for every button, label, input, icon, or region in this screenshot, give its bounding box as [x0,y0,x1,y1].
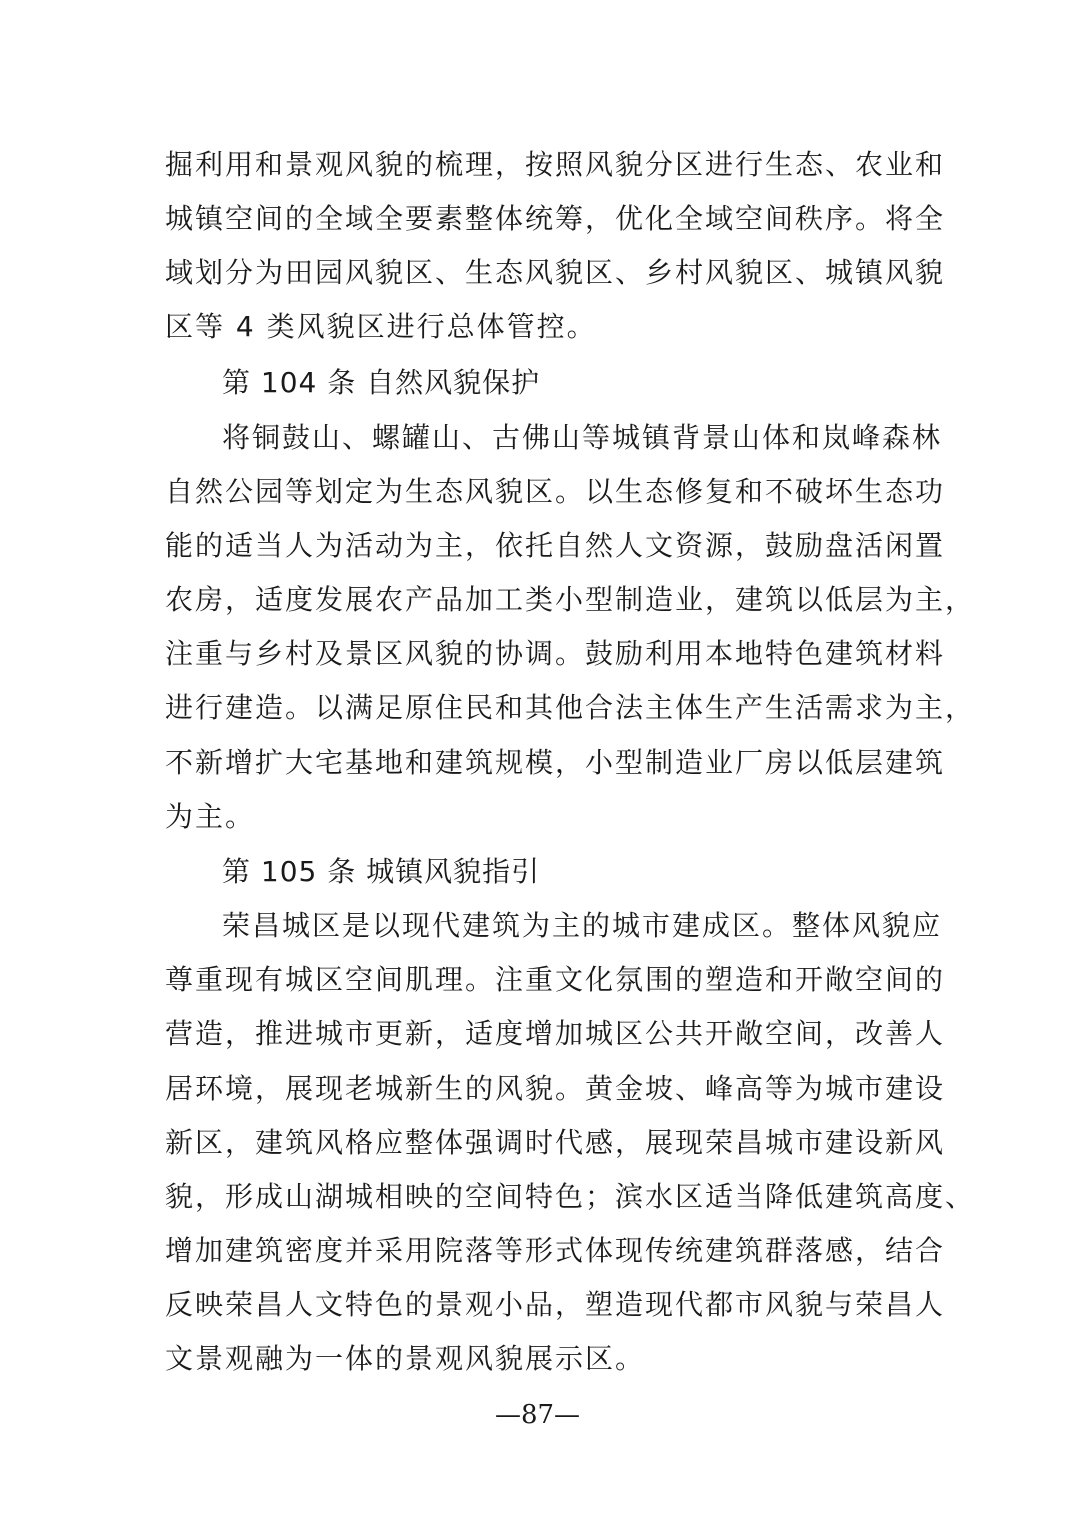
paragraph-line: 进行建造。以满足原住民和其他合法主体生产生活需求为主， [165,691,976,724]
paragraph-line: 尊重现有城区空间肌理。注重文化氛围的塑造和开敞空间的 [165,963,946,996]
paragraph-line: 区等 4 类风貌区进行总体管控。 [165,310,597,343]
paragraph-line: 貌，形成山湖城相映的空间特色；滨水区适当降低建筑高度、 [165,1180,976,1213]
paragraph-line: 能的适当人为活动为主，依托自然人文资源，鼓励盘活闲置 [165,529,946,562]
paragraph-line: 增加建筑密度并采用院落等形式体现传统建筑群落感，结合 [165,1234,946,1267]
paragraph-line: 不新增扩大宅基地和建筑规模，小型制造业厂房以低层建筑 [165,746,946,779]
paragraph-line: 注重与乡村及景区风貌的协调。鼓励利用本地特色建筑材料 [165,637,946,670]
article-104-heading: 第 104 条 自然风貌保护 [222,366,541,399]
paragraph-line: 新区，建筑风格应整体强调时代感，展现荣昌城市建设新风 [165,1126,946,1159]
paragraph-line: 为主。 [165,800,256,833]
paragraph-line: 营造，推进城市更新，适度增加城区公共开敞空间，改善人 [165,1017,946,1050]
paragraph-line: 将铜鼓山、螺罐山、古佛山等城镇背景山体和岚峰森林 [222,421,943,454]
paragraph-line: 文景观融为一体的景观风貌展示区。 [165,1342,646,1375]
article-105-heading: 第 105 条 城镇风貌指引 [222,855,541,888]
paragraph-line: 农房，适度发展农产品加工类小型制造业，建筑以低层为主， [165,583,976,616]
paragraph-line: 域划分为田园风貌区、生态风貌区、乡村风貌区、城镇风貌 [165,256,946,289]
paragraph-line: 反映荣昌人文特色的景观小品，塑造现代都市风貌与荣昌人 [165,1288,946,1321]
paragraph-line: 掘利用和景观风貌的梳理，按照风貌分区进行生态、农业和 [165,148,946,181]
paragraph-line: 城镇空间的全域全要素整体统筹，优化全域空间秩序。将全 [165,202,946,235]
paragraph-line: 居环境，展现老城新生的风貌。黄金坡、峰高等为城市建设 [165,1072,946,1105]
page-number: —87— [494,1400,581,1430]
paragraph-line: 自然公园等划定为生态风貌区。以生态修复和不破坏生态功 [165,475,946,508]
paragraph-line: 荣昌城区是以现代建筑为主的城市建成区。整体风貌应 [222,909,943,942]
